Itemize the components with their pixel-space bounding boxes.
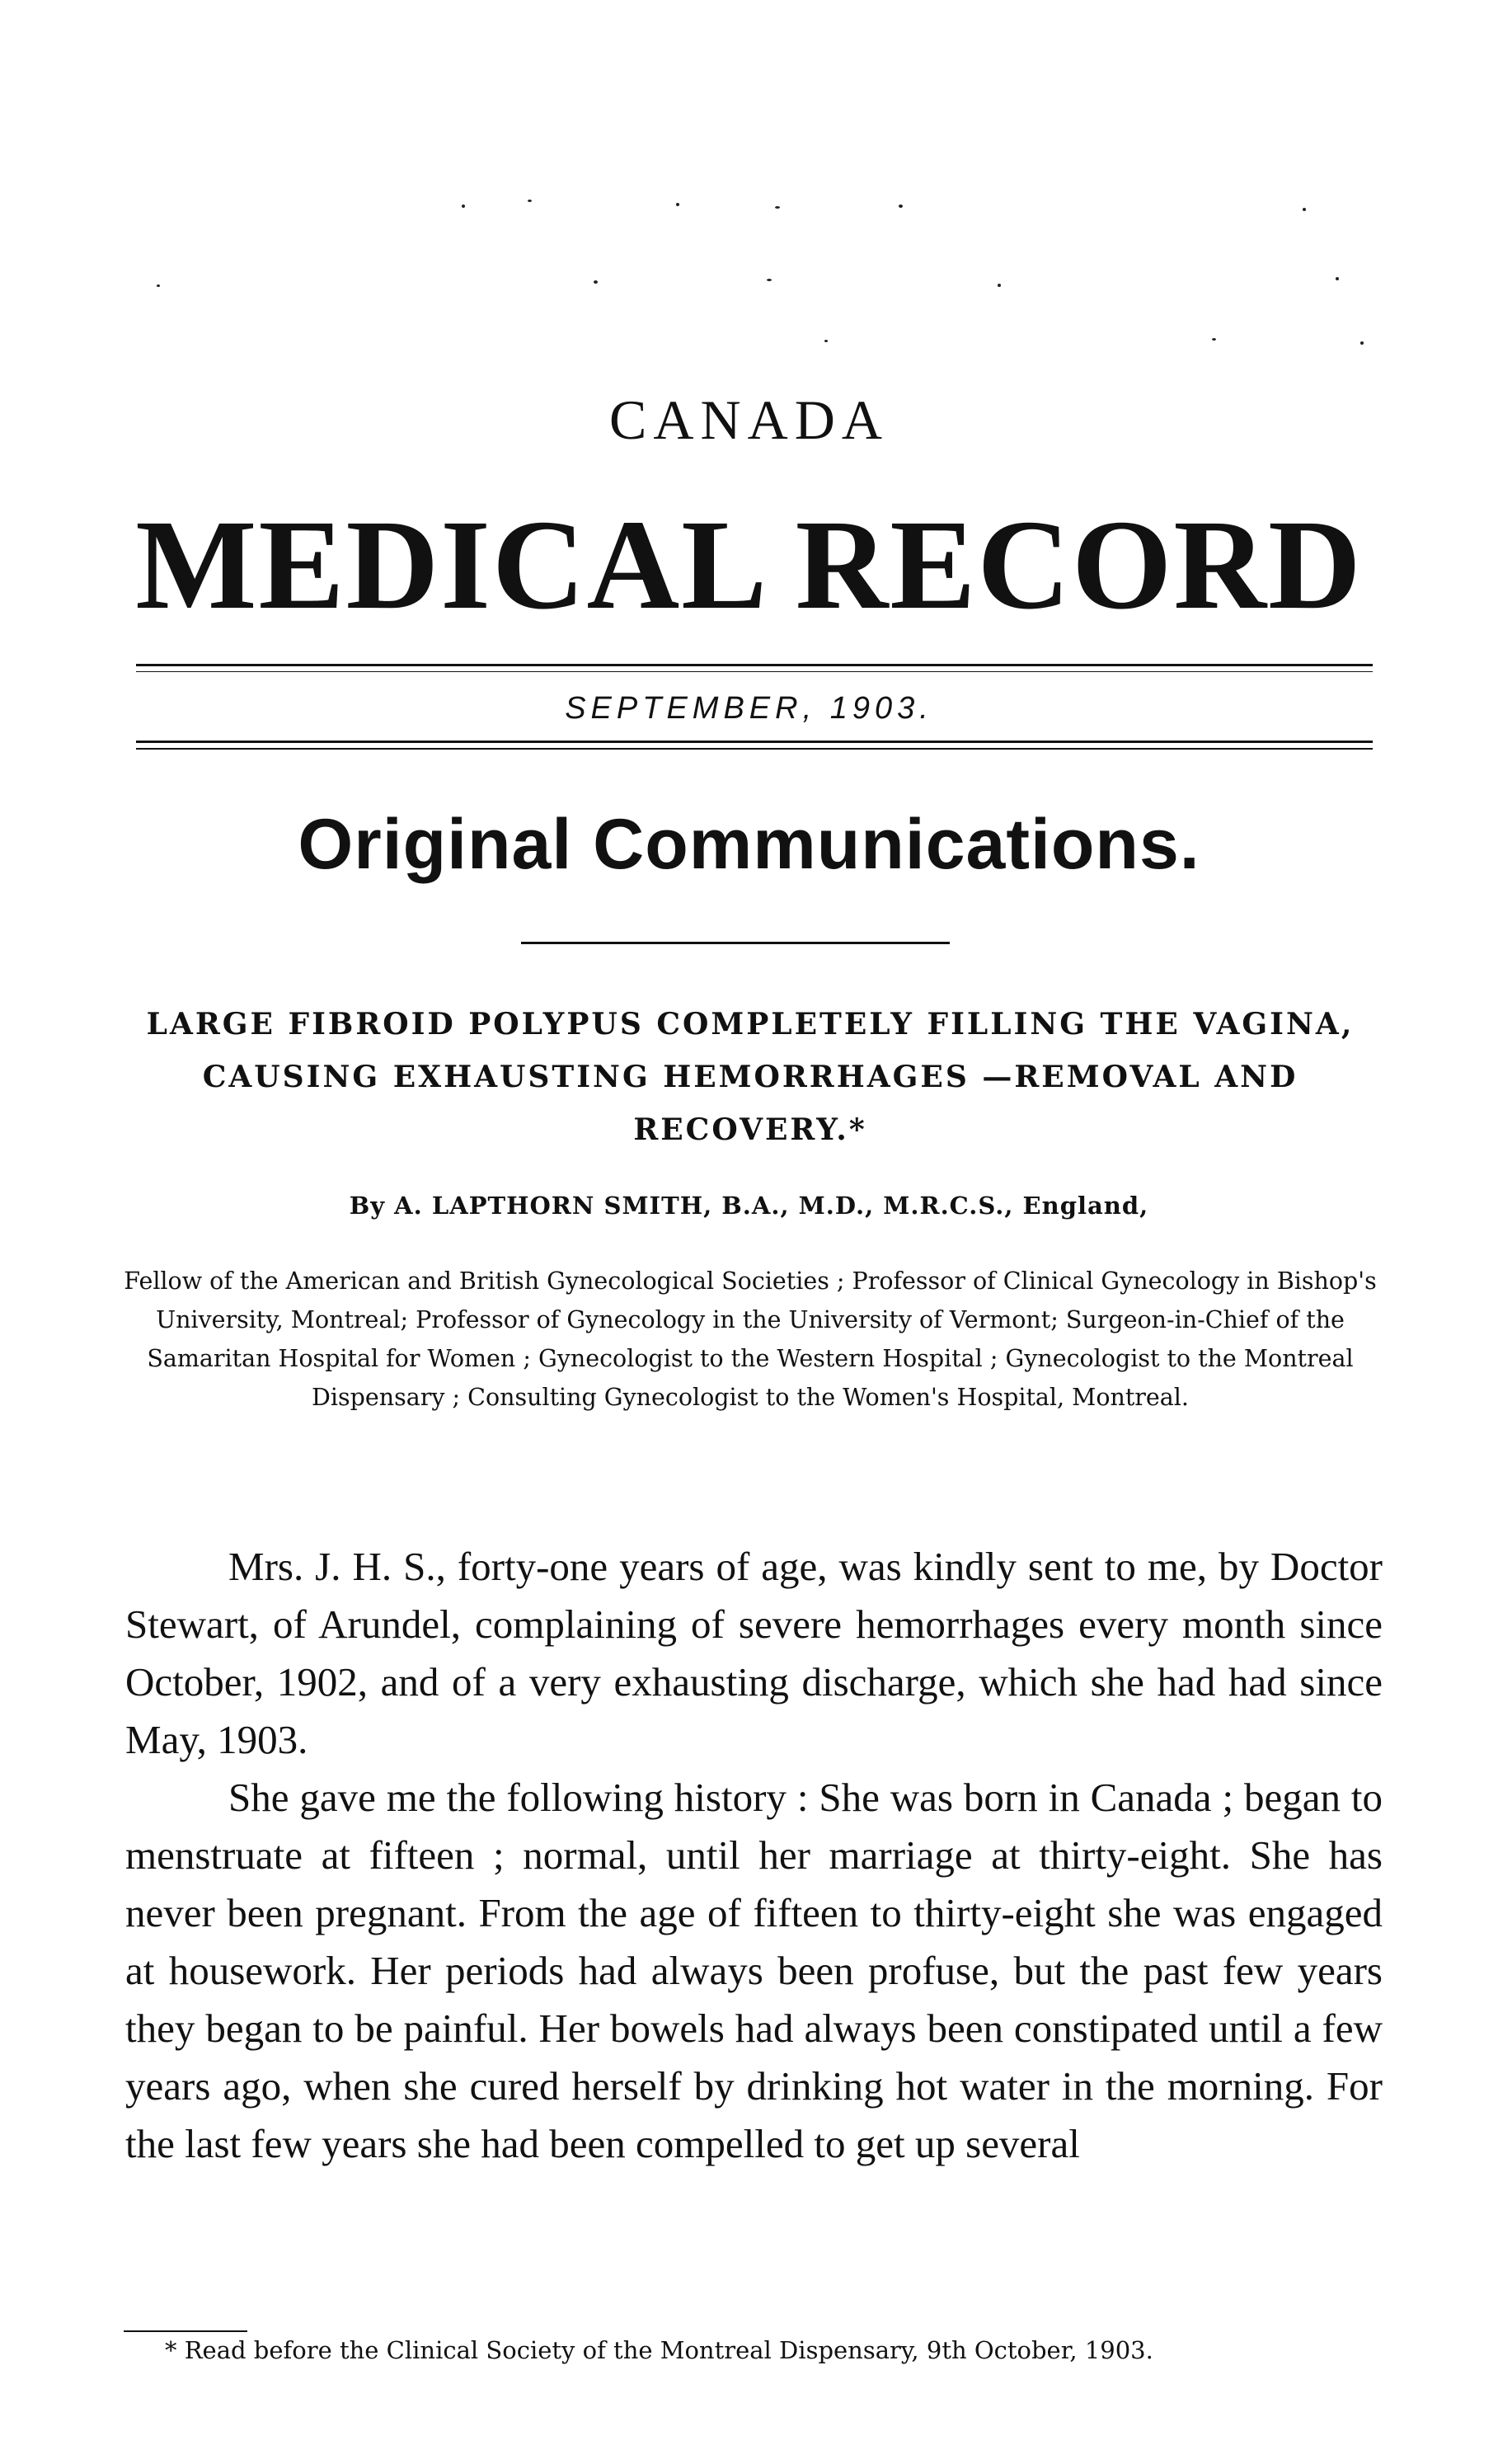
- masthead-rule-bottom: [136, 741, 1373, 743]
- article-title: LARGE FIBROID POLYPUS COMPLETELY FILLING THE VAGINA, CAUSING EXHAUSTING HEMORRHAGES —REMOVAL AND RECOVERY.*: [146, 1007, 1355, 1147]
- masthead-rule-top-thin: [136, 671, 1373, 672]
- section-title: Original Communications.: [298, 805, 1200, 884]
- footnote: * Read before the Clinical Society of the Montreal Dispensary, 9th October, 1903.: [165, 2336, 1153, 2364]
- masthead-rule-top: [136, 664, 1373, 666]
- author-byline: By A. LAPTHORN SMITH, B.A., M.D., M.R.C.S., England,: [349, 1192, 1149, 1220]
- body-paragraph: She gave me the following history : She was born in Canada ; began to menstruate at fifteen ; normal, until her marriage at thirty-eight. She has never been pregnant. From the age of fifteen to thirty-eight she was engaged at housework. Her periods had always been profuse, but the past few years they began to be painful. Her bowels had always been constipated until a few years ago, when she cured herself by drinking hot water in the morning. For the last few years she had been compelled to get up several: [125, 1775, 1383, 2166]
- footnote-rule: [124, 2330, 247, 2332]
- journal-name-line1: CANADA: [609, 388, 889, 451]
- article-body: [125, 1538, 1383, 2173]
- author-credentials: Fellow of the American and British Gynecological Societies ; Professor of Clinical Gynecology in Bishop's University, Montreal; Professor of Gynecology in the University of Vermont; Surgeon-in-Chief of the Samaritan Hospital for Women ; Gynecologist to the Western Hospital ; Gynecologist to the Montreal Dispensary ; Consulting Gynecologist to the Women's Hospital, Montreal.: [124, 1267, 1377, 1411]
- masthead-rule-bottom-thin: [136, 748, 1373, 750]
- body-paragraph: Mrs. J. H. S., forty-one years of age, was kindly sent to me, by Doctor Stewart, of Arundel, complaining of severe hemorrhages every month since October, 1902, and of a very exhausting discharge, which she had had since May, 1903.: [125, 1544, 1383, 1762]
- issue-date: SEPTEMBER, 1903.: [565, 691, 933, 726]
- section-divider: [521, 942, 950, 944]
- journal-masthead: MEDICAL RECORD: [135, 493, 1363, 636]
